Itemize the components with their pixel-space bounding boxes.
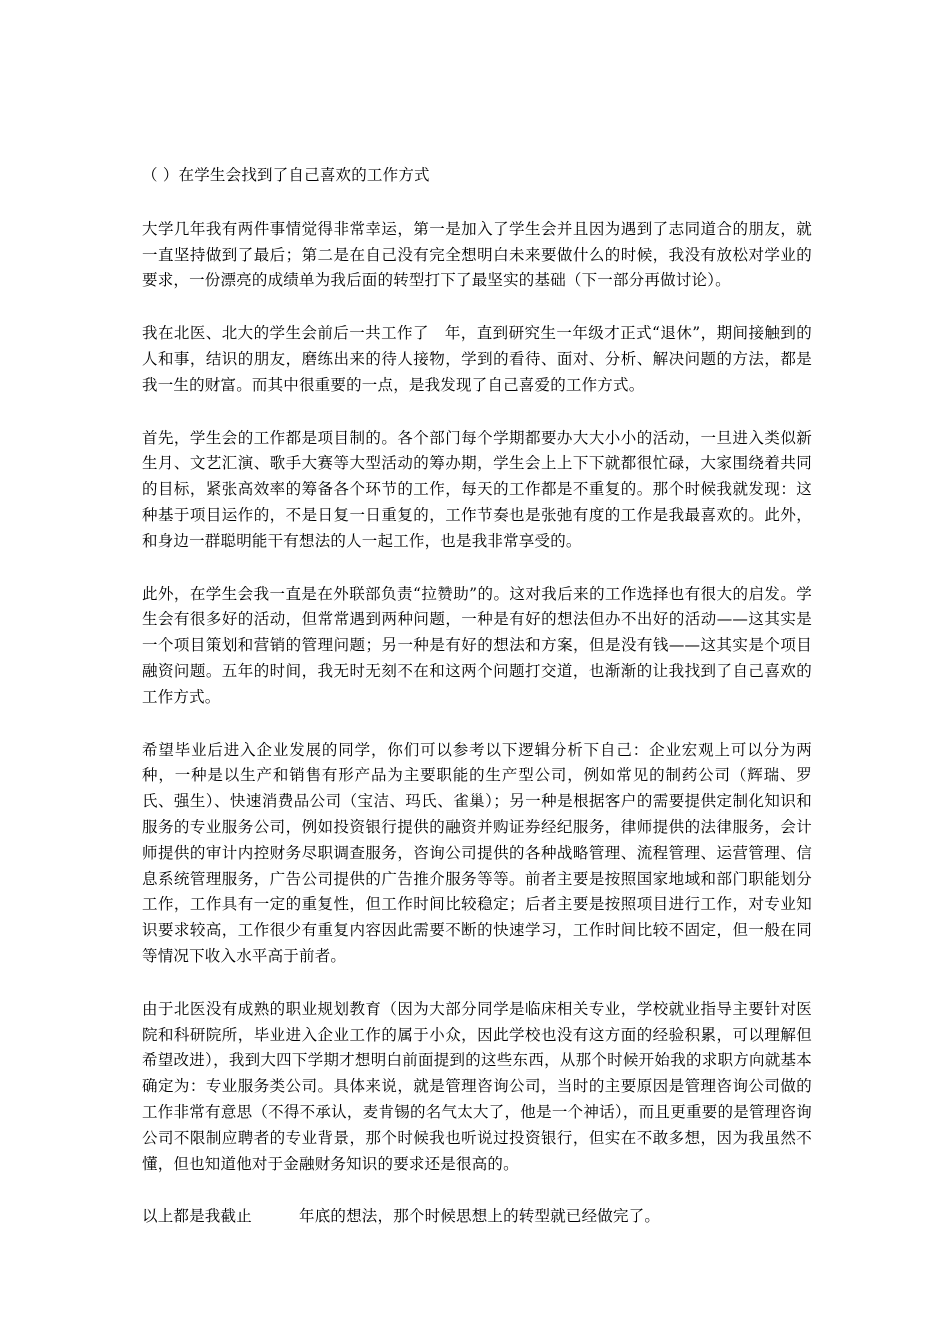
- paragraph-sponsorship-role: 此外，在学生会我一直是在外联部负责“拉赞助”的。这对我后来的工作选择也有很大的启发。学生会有很多好的活动，但常常遇到两种问题，一种是有好的想法但办不出好的活动——这其实是一个项目策划和营销的管理问题；另一种是有好的想法和方案，但是没有钱——这其实是个项目融资问题。五年的时间，我无时无刻不在和这两个问题打交道，也渐渐的让我找到了自己喜欢的工作方式。: [142, 584, 812, 706]
- paragraph-project-based-work: 首先，学生会的工作都是项目制的。各个部门每个学期都要办大大小小的活动，一旦进入类似新生月、文艺汇演、歌手大赛等大型活动的筹办期，学生会上上下下就都很忙碌，大家围绕着共同的目标，紧张高效率的筹备各个环节的工作，每天的工作都是不重复的。那个时候我就发现：这种基于项目运作的，不是日复一日重复的，工作节奏也是张弛有度的工作是我最喜欢的。此外，和身边一群聪明能干有想法的人一起工作，也是我非常享受的。: [142, 428, 812, 550]
- paragraph-lucky-experiences: 大学几年我有两件事情觉得非常幸运，第一是加入了学生会并且因为遇到了志同道合的朋友，就一直坚持做到了最后；第二是在自己没有完全想明白未来要做什么的时候，我没有放松对学业的要求，一份漂亮的成绩单为我后面的转型打下了最坚实的基础（下一部分再做讨论）。: [142, 219, 812, 290]
- paragraph-conclusion: 以上都是我截止 年底的想法，那个时候思想上的转型就已经做完了。: [142, 1207, 661, 1226]
- section-heading: （ ）在学生会找到了自己喜欢的工作方式: [142, 166, 430, 184]
- paragraph-career-direction: 由于北医没有成熟的职业规划教育（因为大部分同学是临床相关专业，学校就业指导主要针对医院和科研院所，毕业进入企业工作的属于小众，因此学校也没有这方面的经验积累，可以理解但希望改进），我到大四下学期才想明白前面提到的这些东西，从那个时候开始我的求职方向就基本确定为：专业服务类公司。具体来说，就是管理咨询公司，当时的主要原因是管理咨询公司做的工作非常有意思（不得不承认，麦肯锡的名气太大了，他是一个神话），而且更重要的是管理咨询公司不限制应聘者的专业背景，那个时候我也听说过投资银行，但实在不敢多想，因为我虽然不懂，但也知道他对于金融财务知识的要求还是很高的。: [142, 999, 812, 1173]
- paragraph-company-types: 希望毕业后进入企业发展的同学，你们可以参考以下逻辑分析下自己：企业宏观上可以分为两种，一种是以生产和销售有形产品为主要职能的生产型公司，例如常见的制药公司（辉瑞、罗氏、强生）、快速消费品公司（宝洁、玛氏、雀巢）；另一种是根据客户的需要提供定制化知识和服务的专业服务公司，例如投资银行提供的融资并购证券经纪服务，律师提供的法律服务，会计师提供的审计内控财务尽职调查服务，咨询公司提供的各种战略管理、流程管理、运营管理、信息系统管理服务，广告公司提供的广告推介服务等等。前者主要是按照国家地域和部门职能划分工作，工作具有一定的重复性，但工作时间比较稳定；后者主要是按照项目进行工作，对专业知识要求较高，工作很少有重复内容因此需要不断的快速学习，工作时间比较不固定，但一般在同等情况下收入水平高于前者。: [142, 740, 812, 965]
- document-body: [142, 163, 812, 1230]
- paragraph-student-union-years: 我在北医、北大的学生会前后一共工作了 年，直到研究生一年级才正式“退休”，期间接触到的人和事，结识的朋友，磨练出来的待人接物，学到的看待、面对、分析、解决问题的方法，都是我一生的财富。而其中很重要的一点，是我发现了自己喜爱的工作方式。: [142, 324, 812, 394]
